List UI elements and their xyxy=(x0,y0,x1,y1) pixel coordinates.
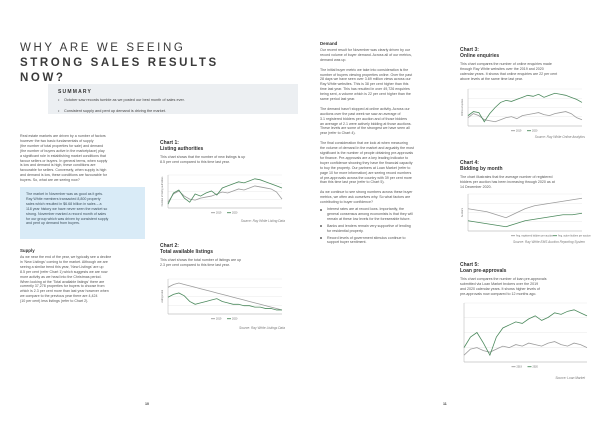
text-line: Banks and lenders remain very supportive of lending xyxy=(327,223,411,228)
chart-description: pre-approvals now compared to 12 months ago. xyxy=(460,291,537,296)
chart-1 xyxy=(160,172,285,216)
chart-description: above levels at the same time last year. xyxy=(460,76,523,81)
chart-description: calendar years. It shows that online enquiries are 22 per cent xyxy=(460,71,558,76)
headline-line-1: WHY ARE WE SEEING xyxy=(20,42,186,54)
demand-title: Demand xyxy=(320,41,338,46)
legend-label: 2019 xyxy=(516,365,522,369)
chart-description: The chart illustrates that the average number of registered xyxy=(460,175,553,179)
text-line: general consensus among economists is that they will xyxy=(327,211,413,216)
text-line: however the two basic fundamentals of supply xyxy=(20,138,94,143)
intro-paragraph xyxy=(20,134,145,183)
factor-item xyxy=(320,236,446,246)
chart-title: Online enquiries xyxy=(460,53,500,59)
summary-title: SUMMARY xyxy=(58,89,93,95)
chart-2-header xyxy=(160,243,285,268)
chart-label: Chart 1: xyxy=(160,140,179,146)
callout-line: sales which resulted in $6.68 billion in sales – a xyxy=(26,201,102,206)
legend-label: 2020 xyxy=(532,129,538,133)
chart-label: Chart 2: xyxy=(160,243,179,249)
chart-label: Chart 4: xyxy=(460,160,479,166)
text-line: to buy the property. Our partners at Loan Market (refer to xyxy=(320,165,411,170)
text-line: is low and demand is high, these conditions are xyxy=(20,163,96,168)
factor-list xyxy=(320,207,446,245)
chart-source: Source: Loan Market xyxy=(555,376,585,380)
chart-description: 14 December 2020. xyxy=(460,184,492,189)
text-line: 3.1 registered bidders per auction and of those bidders xyxy=(320,116,408,121)
text-line: support buyer sentiment. xyxy=(327,240,367,245)
summary-box xyxy=(48,84,298,114)
text-line: we compare to the previous year there are 4,424 xyxy=(20,294,98,299)
text-line: auctions over the past week we saw an average of xyxy=(320,111,401,116)
page-number: 10 xyxy=(145,402,149,406)
chart-1-header xyxy=(160,140,285,165)
chart-4-header xyxy=(460,160,585,190)
text-line: The initial buyer metric we take into consideration is the xyxy=(320,67,409,72)
text-line: Record levels of government stimulus continue to xyxy=(327,235,406,240)
chart-source: Source: Ray White Listing Data xyxy=(240,219,285,223)
supply-title: Supply xyxy=(20,248,35,253)
text-line: favour sellers or buyers. In general terms, when supply xyxy=(20,158,108,163)
summary-bullet: • Consistent supply and pent up demand is driving the market. xyxy=(58,109,294,114)
text-line: seeing a similar trend this year, 'New Listings' are up xyxy=(20,264,104,269)
chart-description: 8.5 per cent compared to this time last year. xyxy=(160,159,230,164)
text-line: being sent, a volume which is 22 per cent higher than the xyxy=(320,92,411,97)
text-line: metrics, we often ask ourselves why. So what factors are xyxy=(320,195,411,200)
legend-label: 2019 xyxy=(516,129,522,133)
summary-bullet: • October saw records tumble as we posted our best month of sales ever. xyxy=(58,98,294,103)
text-line: demand was up. xyxy=(320,57,347,62)
text-line: same period last year. xyxy=(320,97,356,102)
chart-2 xyxy=(160,276,285,322)
legend-label: 2020 xyxy=(232,211,238,215)
text-line: a significant role in establishing market conditions that xyxy=(20,153,106,158)
text-line: The final consideration that we look at when measuring xyxy=(320,141,408,146)
y-axis-label: Listings total xyxy=(161,289,164,304)
text-line: number of buyers viewing properties online. Over the past xyxy=(320,72,413,77)
chart-description: and 2020 calendar years. It shows higher levels of xyxy=(460,286,540,291)
text-line: more activity as we head into the Christmas period. xyxy=(20,274,102,279)
text-line: for residential property. xyxy=(327,228,364,233)
chart-description: This chart shows that the number of new listings is up xyxy=(160,155,246,159)
text-line: significant is the number of people obtaining pre-approvals xyxy=(320,150,414,155)
y-axis-label: Auctions xyxy=(461,207,464,218)
text-line: Real estate markets are driven by a number of factors xyxy=(20,134,106,138)
chart-label: Chart 5: xyxy=(460,262,479,268)
text-line: contributing to buyer confidence? xyxy=(320,200,373,205)
text-line: remain at these low levels for the foreseeable future. xyxy=(327,216,411,221)
legend-label: 2020 xyxy=(532,365,538,369)
text-line: for finance. Pre-approvals are a key leading indicator to xyxy=(320,155,409,160)
chart-title: Total available listings xyxy=(160,249,213,255)
text-line: in 'New Listings' coming to the market. Although we are xyxy=(20,259,108,264)
text-line: As we continue to see strong numbers across these buyer xyxy=(320,190,413,195)
text-line: Ray White websites. This is 38 per cent higher than this xyxy=(320,82,409,87)
text-line: year (refer to Chart 4). xyxy=(320,131,356,136)
text-line: page 10 for more information) are seeing record numbers xyxy=(320,170,412,175)
legend-label: 2019 xyxy=(216,317,222,321)
legend-label: 2020 xyxy=(232,317,238,321)
callout-line: strong. November marked a record month of sales xyxy=(26,211,107,216)
text-line: buyer confidence showing they have the financial capacity xyxy=(320,160,413,165)
callout-line: Ray White members transacted 8,800 property xyxy=(26,196,101,201)
chart-title: Listing authorities xyxy=(160,146,204,152)
callout-line: The market in November was as good as it gets. xyxy=(26,192,104,196)
bullet-dot xyxy=(320,209,322,211)
series-line xyxy=(468,213,582,226)
text-line: (the number of buyers active in the marketplace) play xyxy=(20,148,105,153)
callout-line: and pent up demand from buyers. xyxy=(26,221,80,226)
text-line: currently 37,278 properties for buyers to choose from xyxy=(20,284,105,289)
callout-line: 118 year history we have never seen the market so xyxy=(26,206,108,211)
chart-title: Bidding by month xyxy=(460,166,503,172)
supply-paragraph xyxy=(20,255,145,304)
text-line: which is 2.3 per cent more than last year however when xyxy=(20,289,109,294)
text-line: an average of 2.1 were actively bidding at those auctions. xyxy=(320,121,412,126)
text-line: These levels are some of the strongest we have seen all xyxy=(320,126,410,131)
factor-item xyxy=(320,224,446,234)
callout-box xyxy=(20,187,145,239)
text-line: the volume of demand in the market and arguably the most xyxy=(320,146,414,151)
text-line: (10 per cent) less listings (refer to Chart 2). xyxy=(20,299,89,304)
headline-line-2: STRONG SALES RESULTS NOW? xyxy=(20,57,219,84)
text-line: of pre-approvals across the country with 39 per cent more xyxy=(320,175,412,180)
chart-source: Source: Ray White EMS Auction Reporting System xyxy=(513,240,585,244)
legend-label: Avg. registered bidders per auction xyxy=(516,234,554,238)
text-line: record volume of buyer demand. Across all of our metrics, xyxy=(320,52,412,57)
text-line: The demand hasn't stopped at online activity. Across our xyxy=(320,106,410,111)
chart-description: 2.3 per cent compared to this time last year. xyxy=(160,262,230,267)
chart-description: through Ray White websites over the 2019 and 2020 xyxy=(460,66,544,71)
legend-label: 2019 xyxy=(216,211,222,215)
chart-description: bidders per auction has been increasing through 2020 as at xyxy=(460,179,555,184)
text-line: buyers. So, what are we seeing now? xyxy=(20,178,80,183)
series-line xyxy=(464,342,587,356)
text-line: 28 days we have seen over 3.69 million views across our xyxy=(320,77,411,82)
text-line: When looking at the 'Total available listings' there are xyxy=(20,279,105,284)
chart-description: This chart compares the number of loan pre-approvals xyxy=(460,277,547,281)
callout-line: for our group which was driven by consistent supply xyxy=(26,216,109,221)
text-line: (the number of total properties for sale) and demand xyxy=(20,143,104,148)
chart-description: This chart shows the total number of listings are up xyxy=(160,258,242,262)
chart-title: Loan pre-approvals xyxy=(460,268,507,274)
chart-source: Source: Ray White Online Analytics xyxy=(534,135,585,139)
series-line xyxy=(168,293,282,310)
chart-description: submitted via Loan Market brokers over the 2019 xyxy=(460,281,539,286)
chart-source: Source: Ray White Listings Data xyxy=(239,326,285,330)
text-line: 8.5 per cent (refer Chart 1) which suggests we are now xyxy=(20,269,108,274)
y-axis-label: Online enquiries xyxy=(461,98,464,117)
text-line: Interest rates are at record lows. Importantly, the xyxy=(327,207,405,211)
text-line: favourable for sellers. Conversely, when supply is high xyxy=(20,168,107,173)
chart-5-header xyxy=(460,262,585,297)
chart-3-header xyxy=(460,47,585,82)
chart-description: This chart compares the number of online enquiries made xyxy=(460,62,552,66)
text-line: than this time last year (refer to Chart 5). xyxy=(320,180,385,185)
chart-3 xyxy=(460,86,585,134)
right-page xyxy=(300,0,600,424)
chart-5 xyxy=(460,300,590,370)
headline xyxy=(20,41,260,86)
demand-paragraph xyxy=(320,48,446,205)
text-line: time last year. This has resulted in over 49,726 enquiries xyxy=(320,87,410,92)
chart-label: Chart 3: xyxy=(460,47,479,53)
text-line: Our recent result for November was clearly driven by our xyxy=(320,48,411,52)
legend-label: Avg. active bidders per auction xyxy=(558,234,591,238)
y-axis-label: Number of listing authorities xyxy=(161,176,164,207)
text-line: and demand is low, these conditions are favourable for xyxy=(20,173,107,178)
text-line: As we near the end of the year, we typically see a decline xyxy=(20,255,112,259)
factor-item xyxy=(320,207,446,222)
page-number: 11 xyxy=(443,402,447,406)
chart-4 xyxy=(460,191,591,239)
